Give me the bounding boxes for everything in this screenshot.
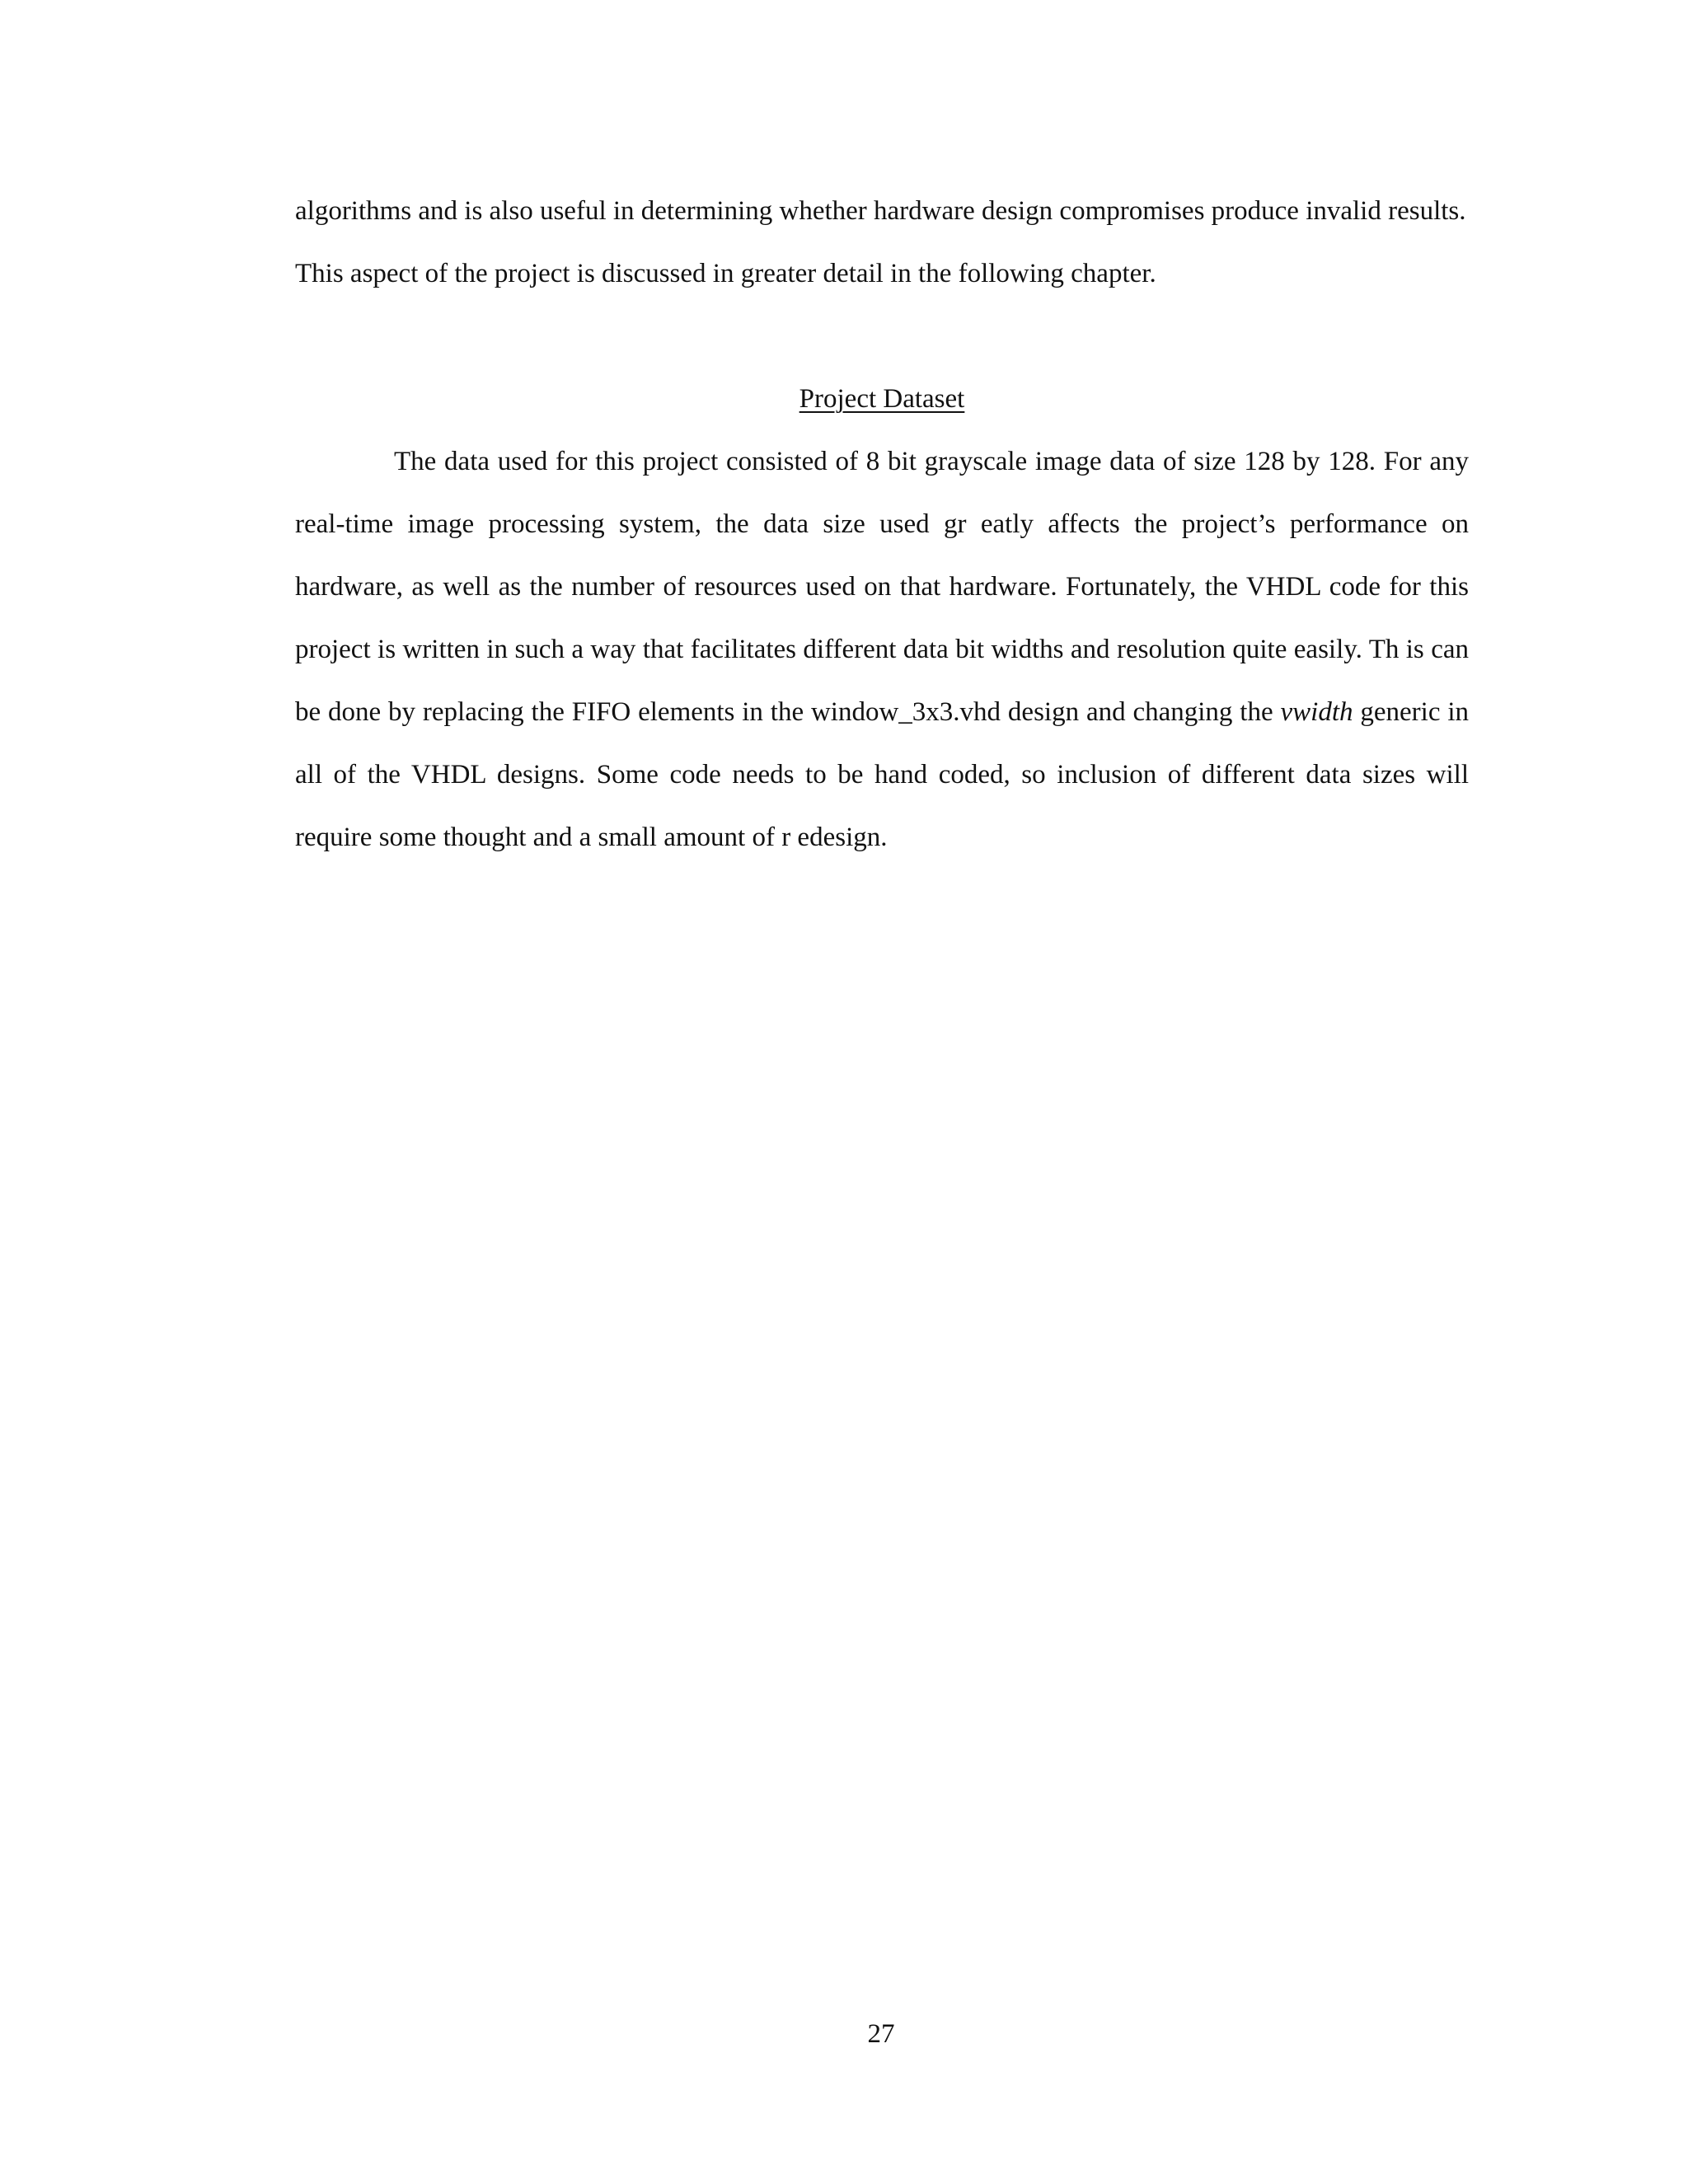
continuation-line-2: This aspect of the project is discussed in greater detail in the following chapter. (295, 259, 1156, 288)
continuation-line-1: algorithms and is also useful in determining whether hardware design compromises produce invalid results. (295, 196, 1466, 226)
page-number: 27 (867, 2019, 895, 2049)
paragraph-line-4: project is written in such a way that facilitates different data bit widths and resolution quite easily. Th is can (295, 635, 1469, 664)
body-paragraph (295, 430, 1469, 869)
paragraph-line-5-post: generic in (1360, 697, 1470, 727)
paragraph-line-6: all of the VHDL designs. Some code needs to be hand coded, so inclusion of different data sizes will (295, 760, 1469, 790)
paragraph-line-5-pre: be done by replacing the FIFO elements in the window_3x3.vhd design and changing the (295, 697, 1273, 727)
paragraph-line-7: require some thought and a small amount of r edesign. (295, 823, 888, 852)
paragraph-line-5 (295, 681, 1469, 743)
paragraph-line-3: hardware, as well as the number of resources used on that hardware. Fortunately, the VHDL code for this (295, 572, 1469, 602)
paragraph-line-2: real-time image processing system, the data size used gr eatly affects the project’s performance on (295, 509, 1469, 539)
paragraph-line-1: The data used for this project consisted of 8 bit grayscale image data of size 128 by 128. For any (394, 447, 1469, 476)
vwidth-term: vwidth (1280, 697, 1353, 727)
continuation-paragraph (295, 180, 1469, 305)
section-heading: Project Dataset (799, 384, 965, 414)
